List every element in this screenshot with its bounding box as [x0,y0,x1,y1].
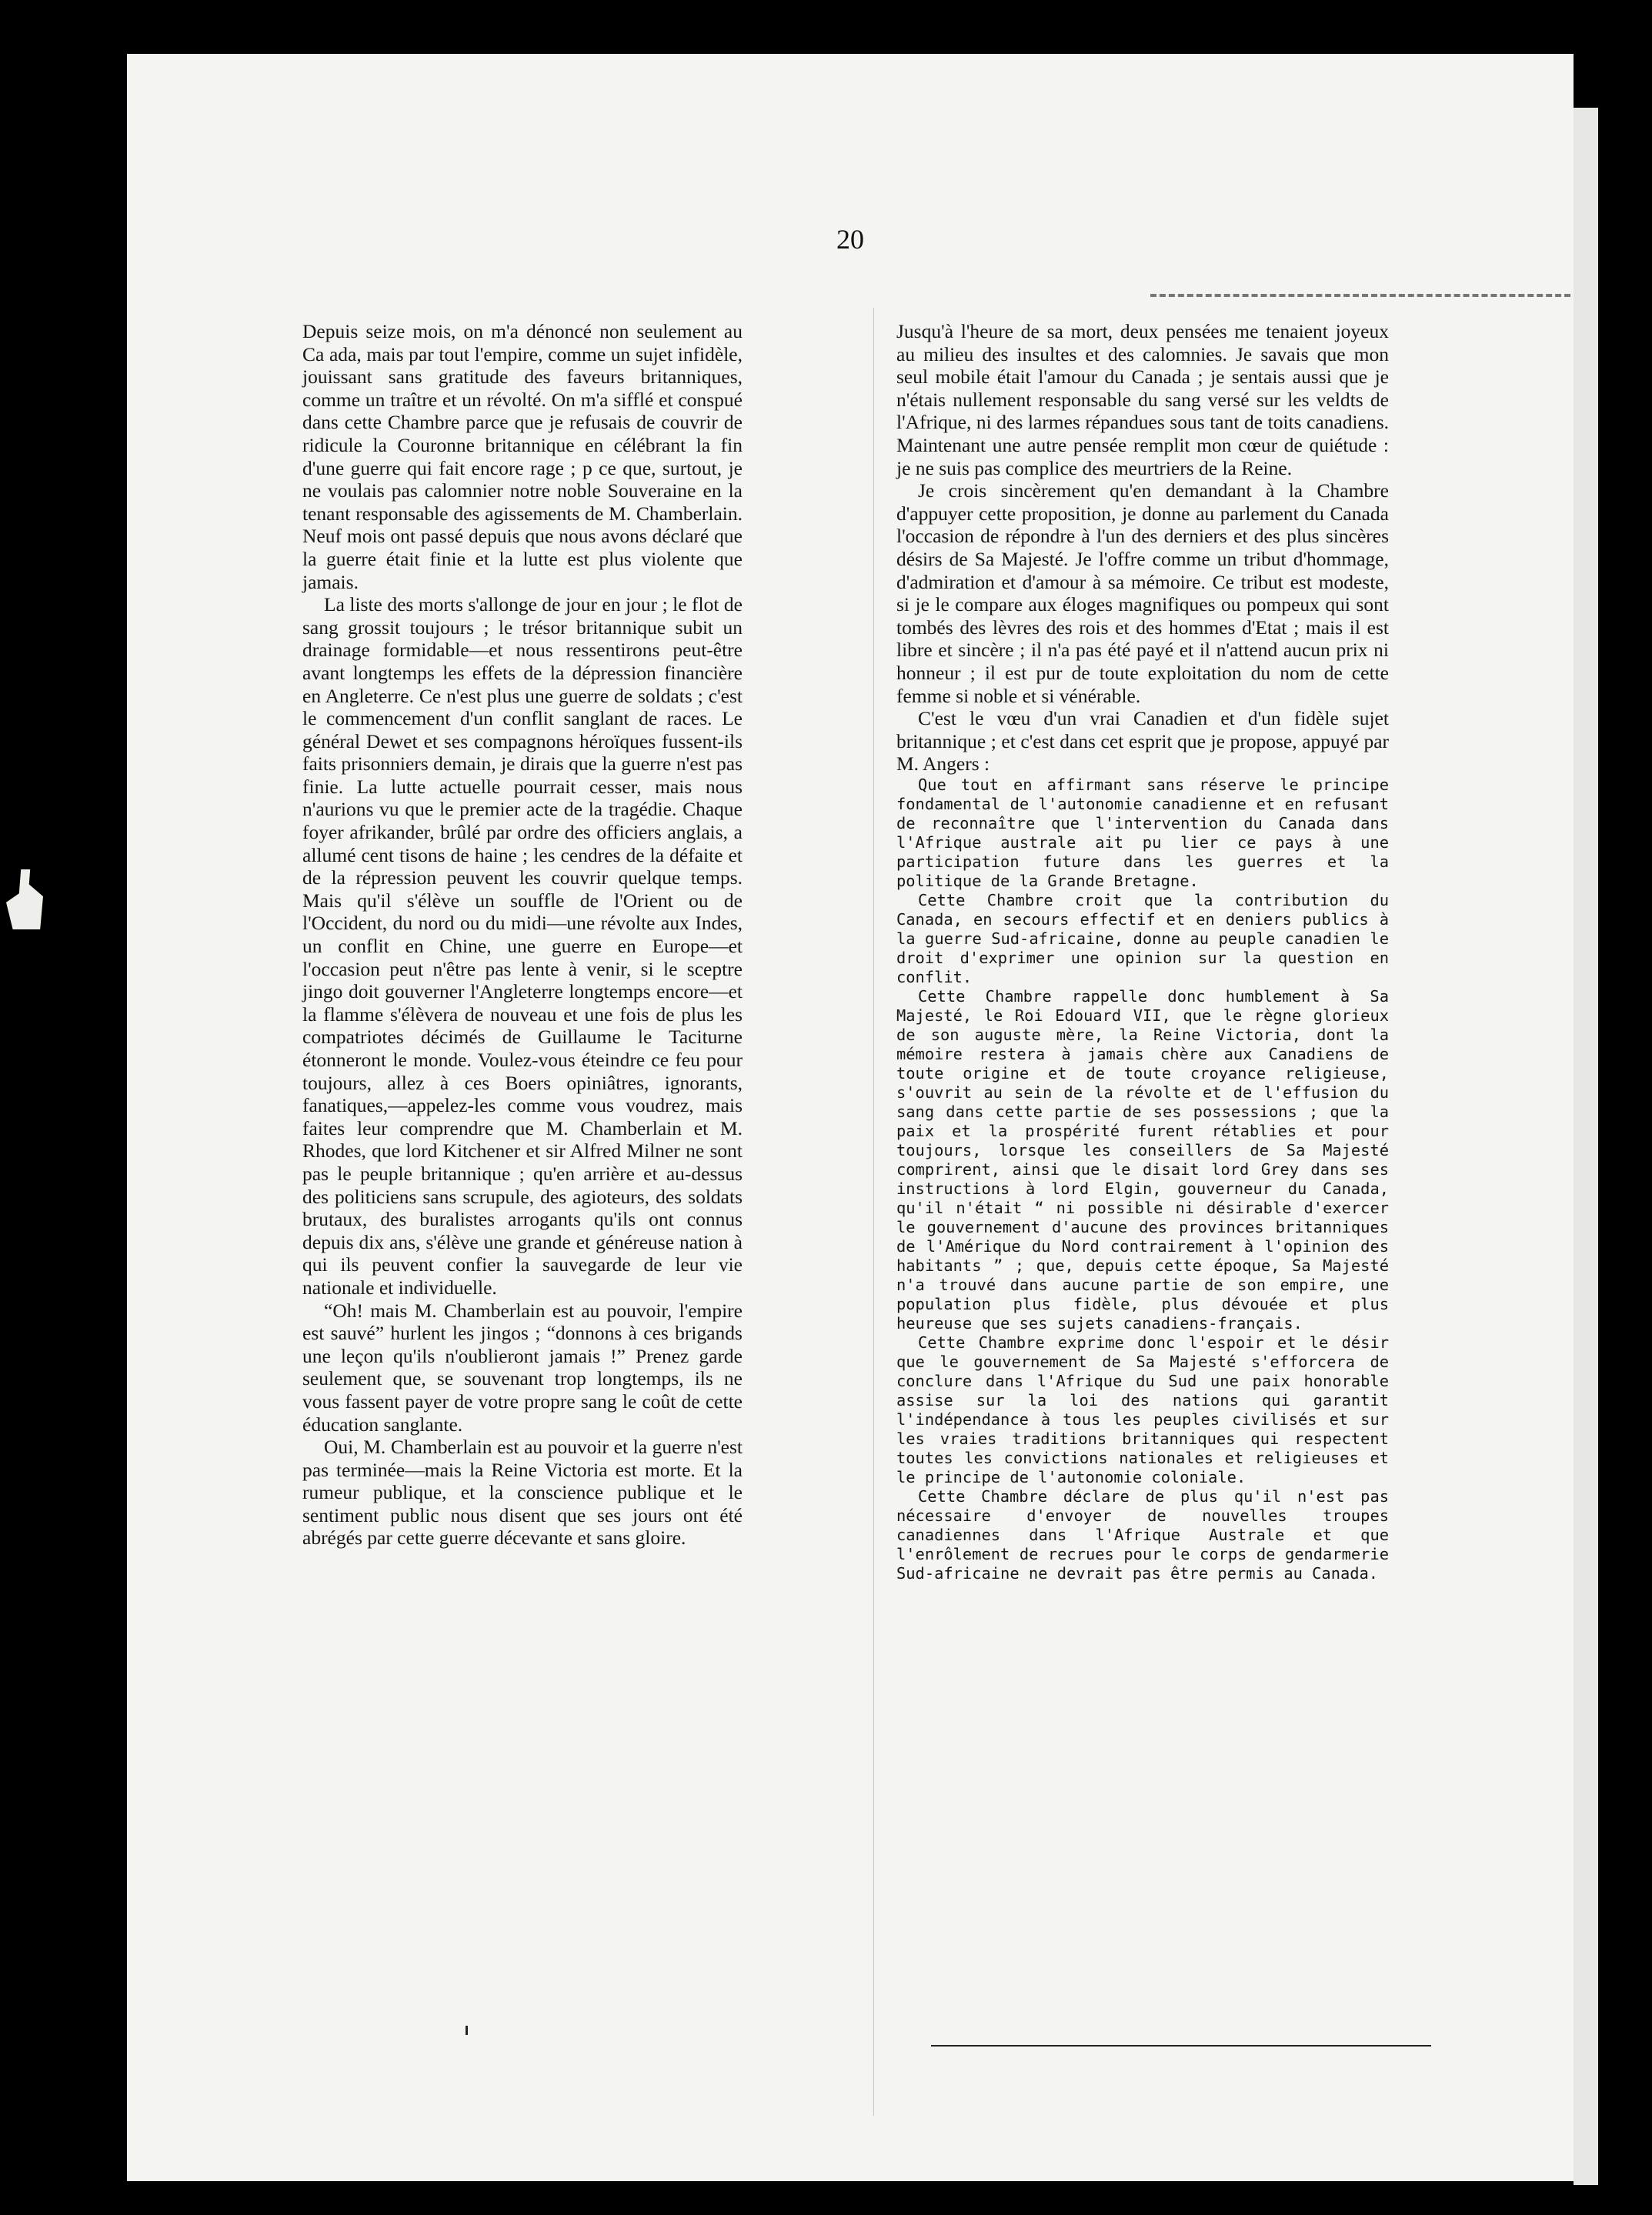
resolution-text [896,776,1389,1583]
right-paragraph-1: Jusqu'à l'heure de sa mort, deux pensées me tenaient joyeux au milieu des insultes et des calomnies. Je savais que mon seul mobile était l'amour du Canada ; je sentais aussi que je n'étais nullement responsable du sang versé sur les veldts de l'Afrique, ni des larmes répandues sous tant de toits canadiens. Maintenant une autre pensée remplit mon cœur de quiétude : je ne suis pas complice des meurtriers de la Reine. [896,320,1389,479]
resolution-clause-2: Cette Chambre croit que la contribution du Canada, en secours effectif et en deniers publics à la guerre Sud-africaine, donne au peuple canadien le droit d'exprimer une opinion sur la question en conflit. [896,890,1389,986]
adjacent-page-edge [1574,108,1598,2185]
printer-mark [466,2026,468,2035]
scanner-clip-mark [6,869,43,929]
resolution-clause-4: Cette Chambre exprime donc l'espoir et le désir que le gouvernement de Sa Majesté s'efforcera de conclure dans l'Afrique du Sud une paix honorable assise sur la loi des nations qui garantit l'indépendance à tous les peuples civilisés et sur les vraies traditions britanniques qui respectent toutes les convictions nationales et religieuses et le principe de l'autonomie coloniale. [896,1333,1389,1486]
header-rule [1150,294,1574,297]
left-column [302,320,743,1549]
footer-rule [931,2045,1431,2047]
right-paragraph-3: C'est le vœu d'un vrai Canadien et d'un fidèle sujet britannique ; et c'est dans cet esprit que je propose, appuyé par M. Angers : [896,707,1389,776]
page-number: 20 [836,224,864,255]
left-paragraph-2: La liste des morts s'allonge de jour en jour ; le flot de sang grossit toujours ; le trésor britannique subit un drainage formidable—et nous ressentirons peut-être avant longtemps les effets de la dépression financière en Angleterre. Ce n'est plus une guerre de soldats ; c'est le commencement d'un conflit sanglant de races. Le général Dewet et ses compagnons héroïques fussent-ils faits prisonniers demain, je dirais que la guerre n'est pas finie. La lutte actuelle pourrait cesser, mais nous n'aurions vu que le premier acte de la tragédie. Chaque foyer afrikander, brûlé par ordre des officiers anglais, a allumé cent tisons de haine ; les cendres de la défaite et de la répression peuvent les couvrir quelque temps. Mais qu'il s'élève un souffle de l'Orient ou de l'Occident, du nord ou du midi—une révolte aux Indes, un conflit en Chine, une guerre en Europe—et l'occasion peut n'être pas lente à venir, si le sceptre jingo doit gouverner l'Angleterre longtemps encore—et la flamme s'élèvera de nouveau et une fois de plus les compatriotes décimés de Guillaume le Taciturne étonneront le monde. Voulez-vous éteindre ce feu pour toujours, allez à ces Boers opiniâtres, ignorants, fanatiques,—appelez-les comme vous voudrez, mais faites leur comprendre que M. Chamberlain et M. Rhodes, que lord Kitchener et sir Alfred Milner ne sont pas le peuple britannique ; qu'en arrière et au-dessus des politiciens sans scrupule, des agioteurs, des soldats brutaux, des buralistes arrogants qu'ils ont connus depuis dix ans, s'élève une grande et généreuse nation à qui ils peuvent confier la sauvegarde de leur vie nationale et individuelle. [302,593,743,1299]
left-paragraph-3: “Oh! mais M. Chamberlain est au pouvoir, l'empire est sauvé” hurlent les jingos ; “donnons à ces brigands une leçon qu'ils n'oublieront jamais !” Prenez garde seulement que, se souvenant trop longtemps, ils ne vous fassent payer de votre propre sang le coût de cette éducation sanglante. [302,1299,743,1436]
right-paragraph-2: Je crois sincèrement qu'en demandant à la Chambre d'appuyer cette proposition, je donne au parlement du Canada l'occasion de répondre à l'un des derniers et des plus sincères désirs de Sa Majesté. Je l'offre comme un tribut d'hommage, d'admiration et d'amour à sa mémoire. Ce tribut est modeste, si je le compare aux éloges magnifiques ou pompeux qui sont tombés des lèvres des rois et des hommes d'Etat ; mais il est libre et sincère ; il n'a pas été payé et il n'attend aucun prix ni honneur ; il est pur de toute exploitation du nom de cette femme si noble et si vénérable. [896,479,1389,707]
left-paragraph-1: Depuis seize mois, on m'a dénoncé non seulement au Ca ada, mais par tout l'empire, comme un sujet infidèle, jouissant sans gratitude des faveurs britanniques, comme un traître et un révolté. On m'a sifflé et conspué dans cette Chambre parce que je refusais de couvrir de ridicule la Couronne britannique en célébrant la fin d'une guerre qui fait encore rage ; p ce que, surtout, je ne voulais pas calomnier notre noble Souveraine en la tenant responsable des agissements de M. Chamberlain. Neuf mois ont passé depuis que nous avons déclaré que la guerre était finie et la lutte est plus violente que jamais. [302,320,743,593]
resolution-clause-1: Que tout en affirmant sans réserve le principe fondamental de l'autonomie canadienne et en refusant de reconnaître que l'intervention du Canada dans l'Afrique australe ait pu lier ce pays à une participation future dans les guerres et la politique de la Grande Bretagne. [896,775,1389,890]
left-paragraph-4: Oui, M. Chamberlain est au pouvoir et la guerre n'est pas terminée—mais la Reine Victoria est morte. Et la rumeur publique, et la conscience publique et le sentiment public nous disent que ses jours ont été abrégés par cette guerre décevante et sans gloire. [302,1436,743,1549]
resolution-clause-3: Cette Chambre rappelle donc humblement à Sa Majesté, le Roi Edouard VII, que le règne glorieux de son auguste mère, la Reine Victoria, dont la mémoire restera à jamais chère aux Canadiens de toute origine et de toute croyance religieuse, s'ouvrit au sein de la révolte et de l'effusion du sang dans cette partie de ses possessions ; que la paix et la prospérité furent rétablies et pour toujours, lorsque les conseillers de Sa Majesté comprirent, ainsi que le disait lord Grey dans ses instructions à lord Elgin, gouverneur du Canada, qu'il n'était “ ni possible ni désirable d'exercer le gouvernement d'aucune des provinces britanniques de l'Amérique du Nord contrairement à l'opinion des habitants ” ; que, depuis cette époque, Sa Majesté n'a trouvé dans aucune partie de son empire, une population plus fidèle, plus dévouée et plus heureuse que ses sujets canadiens-français. [896,986,1389,1333]
document-page [127,54,1574,2181]
resolution-clause-5: Cette Chambre déclare de plus qu'il n'est pas nécessaire d'envoyer de nouvelles troupes canadiennes dans l'Afrique Australe et que l'enrôlement de recrues pour le corps de gendarmerie Sud-africaine ne devrait pas être permis au Canada. [896,1486,1389,1583]
right-column [896,320,1389,1583]
column-divider [873,308,874,2116]
